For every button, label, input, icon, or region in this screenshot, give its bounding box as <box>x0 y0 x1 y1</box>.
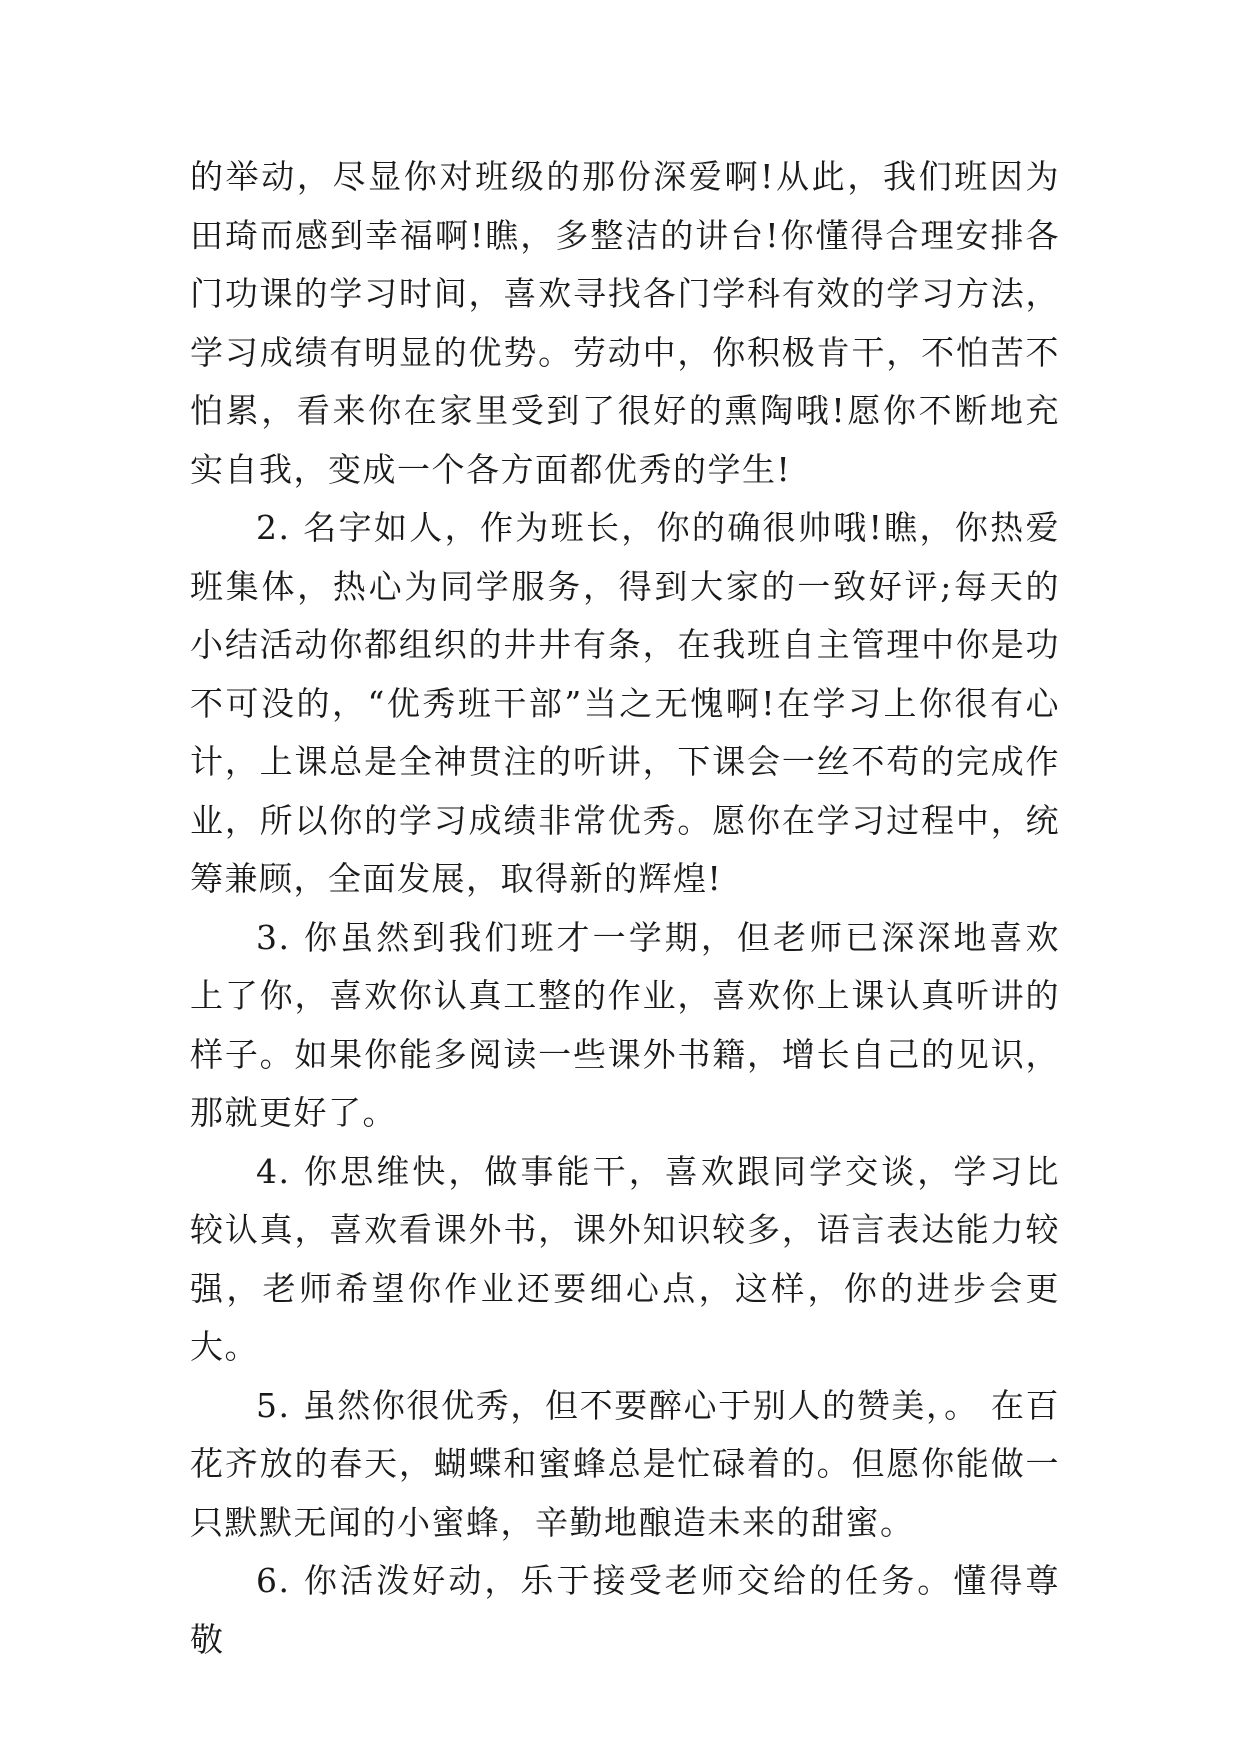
paragraph-2: 2. 名字如人，作为班长，你的确很帅哦!瞧，你热爱班集体，热心为同学服务，得到大家的一致好评;每天的小结活动你都组织的井井有条，在我班自主管理中你是功不可没的，“优秀班干部”当之无愧啊!在学习上你很有心计，上课总是全神贯注的听讲，下课会一丝不苟的完成作业，所以你的学习成绩非常优秀。愿你在学习过程中，统筹兼顾，全面发展，取得新的辉煌! <box>190 508 1060 898</box>
document-body <box>190 148 1060 1669</box>
paragraph-6: 6. 你活泼好动，乐于接受老师交给的任务。懂得尊敬 <box>190 1561 1060 1659</box>
paragraph-5: 5. 虽然你很优秀，但不要醉心于别人的赞美，。 在百花齐放的春天，蝴蝶和蜜蜂总是忙碌着的。但愿你能做一只默默无闻的小蜜蜂，辛勤地酿造未来的甜蜜。 <box>190 1385 1060 1542</box>
paragraph-3: 3. 你虽然到我们班才一学期，但老师已深深地喜欢上了你，喜欢你认真工整的作业，喜欢你上课认真听讲的样子。如果你能多阅读一些课外书籍，增长自己的见识，那就更好了。 <box>190 917 1060 1132</box>
paragraph-4: 4. 你思维快，做事能干，喜欢跟同学交谈，学习比较认真，喜欢看课外书，课外知识较多，语言表达能力较强，老师希望你作业还要细心点，这样，你的进步会更大。 <box>190 1151 1060 1366</box>
paragraph-1-continued: 的举动，尽显你对班级的那份深爱啊!从此，我们班因为田琦而感到幸福啊!瞧，多整洁的讲台!你懂得合理安排各门功课的学习时间，喜欢寻找各门学科有效的学习方法，学习成绩有明显的优势。劳动中，你积极肯干，不怕苦不怕累，看来你在家里受到了很好的熏陶哦!愿你不断地充实自我，变成一个各方面都优秀的学生! <box>190 157 1060 489</box>
